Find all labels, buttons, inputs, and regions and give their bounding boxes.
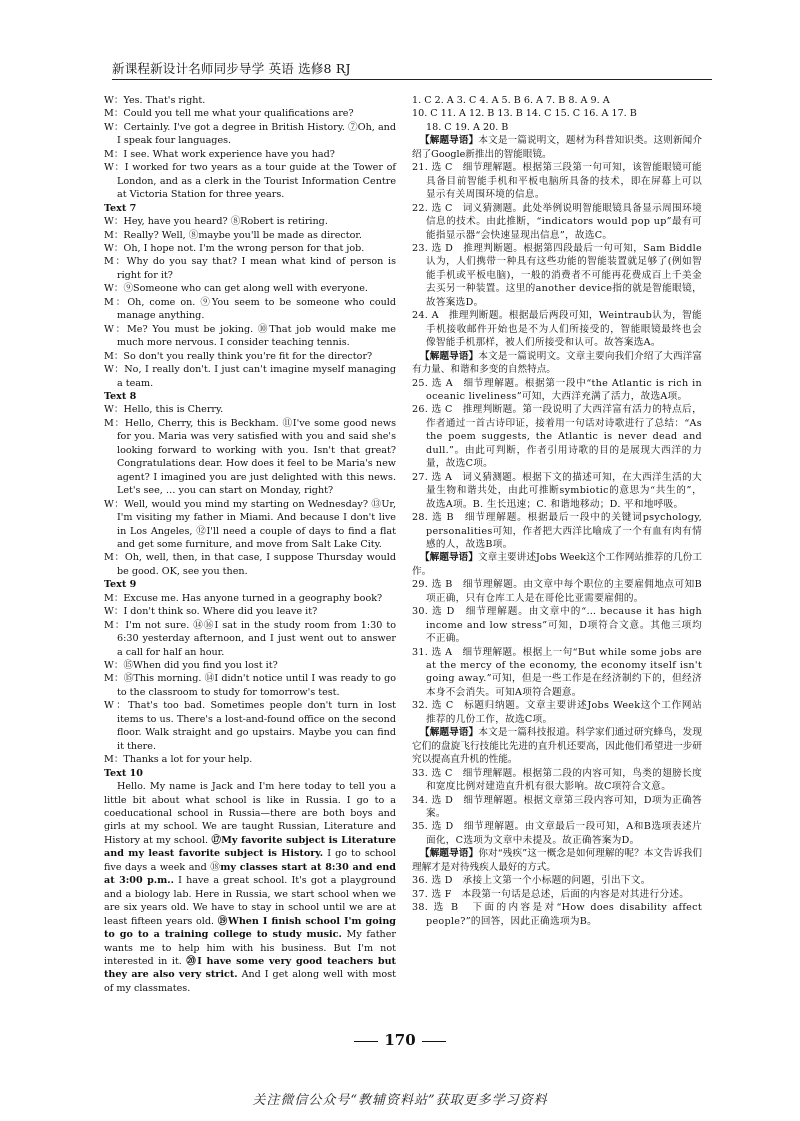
answer-explanation: 29. 选 B 细节理解题。由文章中每个职位的主要雇佣地点可知B项正确，只有仓库工人是在哥伦比亚需要雇佣的。 xyxy=(412,579,702,604)
guide-text: 本文是一篇说明文，题材为科普知识类。这则新闻介绍了Google新推出的智能眼镜。 xyxy=(412,135,703,160)
dialogue-line: M：Could you tell me what your qualifications are? xyxy=(104,108,354,120)
answer-explanation: 23. 选 D 推理判断题。根据第四段最后一句可知，Sam Biddle认为，人们携带一种具有这些功能的智能装置就足够了(例如智能手机或平板电脑)，一般的消费者不可能再花费成百上千美金去买另一种装置。这里的another device指的就是智能眼镜，故答案选D。 xyxy=(412,242,702,308)
guide-title: 【解题导语】 xyxy=(420,848,479,860)
answer-explanation: 25. 选 A 细节理解题。根据第一段中“the Atlantic is rich in oceanic liveliness”可知，大西洋充满了活力，故选A项。 xyxy=(412,377,702,402)
page-number-value: 170 xyxy=(384,1031,416,1049)
answer-explanation: 22. 选 C 词义猜测题。此处举例说明智能眼镜具备显示周围环境信息的技术。由此推断，“indicators would pop up”最有可能指显示器“会快速显现出信息”，故选C。 xyxy=(412,202,702,241)
page-number-dash-left xyxy=(354,1041,378,1042)
answer-explanation: 32. 选 C 标题归纳题。文章主要讲述Jobs Week这个工作网站推荐的几份工作，故选C项。 xyxy=(412,700,702,725)
dialogue-line: W：Oh, I hope not. I'm the wrong person for that job. xyxy=(104,242,365,254)
dialogue-line: W：No, I really don't. I just can't imagine myself managing a team. xyxy=(104,364,396,389)
dialogue-line: M：Really? Well, ⑧maybe you'll be made as director. xyxy=(104,229,362,241)
page-number-dash-right xyxy=(422,1041,446,1042)
guide-block xyxy=(412,350,702,377)
right-column xyxy=(412,94,702,928)
guide-title: 【解题导语】 xyxy=(420,552,478,564)
dialogue-line: W：Hey, have you heard? ⑧Robert is retiring. xyxy=(104,216,328,228)
guide-text: 本文是一篇科技报道。科学家们通过研究蜂鸟，发现它们的盘旋飞行技能比先进的直升机还要高，因此他们希望进一步研究以提高直升机的性能。 xyxy=(412,727,703,766)
book-title: 新课程新设计名师同步导学 英语 选修8 RJ xyxy=(112,61,351,76)
highlighted-sentence: ⑳I have some very good teachers but they are also very strict. xyxy=(104,956,396,981)
guide-text: 你对“残疾”这一概念是如何理解的呢？本文告诉我们理解才是对待残疾人最好的方式。 xyxy=(412,848,703,873)
monologue-text: And I get along well with most of my classmates. xyxy=(104,969,396,994)
dialogue-line: M：Excuse me. Has anyone turned in a geography book? xyxy=(104,592,383,604)
answer-explanation: 35. 选 D 细节理解题。由文章最后一段可知，A和B选项表述片面化，C选项为文章中未提及。故正确答案为D。 xyxy=(412,821,702,846)
answer-key-line: 10. C 11. A 12. B 13. B 14. C 15. C 16. A 17. B xyxy=(412,108,637,120)
guide-block xyxy=(412,134,702,161)
dialogue-line: M：Thanks a lot for your help. xyxy=(104,754,253,766)
dialogue-line: W：Yes. That's right. xyxy=(104,95,206,106)
answer-explanation: 28. 选 B 细节理解题。根据最后一段中的关键词psychology, personalities可知，作者把大西洋比喻成了一个有血有肉有情感的人，故选B项。 xyxy=(412,512,702,550)
header-rule xyxy=(112,79,712,80)
answer-explanation: 21. 选 C 细节理解题。根据第三段第一句可知，该智能眼镜可能具备目前智能手机和平板电脑所具备的技术，即在屏幕上可以显示有关周围环境的信息。 xyxy=(412,162,702,201)
dialogue-line: W：I worked for two years as a tour guide at the Tower of London, and as a clerk in the Tourist Information Centre at Victoria Station for three years. xyxy=(104,162,396,201)
dialogue-line: M：Hello, Cherry, this is Beckham. ⑪I've some good news for you. Maria was very satisfied with you and said she's looking forward to working with you. Isn't that great? Congratulations dear. How does it feel to be Maria's new agent? I imagined you are just delighted with this news. Let's see, … you can start on Monday, right? xyxy=(104,417,396,497)
guide-title: 【解题导语】 xyxy=(420,727,479,739)
guide-title: 【解题导语】 xyxy=(420,135,479,147)
answer-key-line: 1. C 2. A 3. C 4. A 5. B 6. A 7. B 8. A 9. A xyxy=(412,95,610,106)
text-heading: Text 7 xyxy=(104,202,137,214)
monologue-paragraph xyxy=(104,780,396,995)
guide-block xyxy=(412,551,702,578)
guide-text: 文章主要讲述Jobs Week这个工作网站推荐的几份工作。 xyxy=(412,552,703,577)
dialogue-line: W：⑨Someone who can get along well with everyone. xyxy=(104,283,368,295)
text-heading: Text 10 xyxy=(104,767,143,779)
dialogue-line: M：I'm not sure. ⑭⑯I sat in the study room from 1:30 to 6:30 yesterday afternoon, and I just went out to answer a call for half an hour. xyxy=(104,619,396,658)
answer-key-line: 18. C 19. A 20. B xyxy=(426,121,509,133)
dialogue-line: M：I see. What work experience have you had? xyxy=(104,148,335,160)
highlighted-sentence: ⑲When I finish school I'm going to go to a training college to study music. xyxy=(104,915,396,941)
dialogue-line: W：I don't think so. Where did you leave it? xyxy=(104,606,318,618)
answer-explanation: 27. 选 A 词义猜测题。根据下文的描述可知，在大西洋生活的大量生物和谐共处，由此可推断symbiotic的意思为“共生的”，故选A项。B. 生长迅速；C. 和谐地移动；D. 平和地呼吸。 xyxy=(412,471,702,510)
guide-title: 【解题导语】 xyxy=(420,350,479,362)
left-column xyxy=(104,94,396,995)
text-heading: Text 9 xyxy=(104,579,137,591)
answer-explanation: 37. 选 F 本段第一句话是总述，后面的内容是对其进行分述。 xyxy=(412,888,690,900)
guide-block xyxy=(412,847,702,874)
dialogue-line: M：Oh, come on. ⑨You seem to be someone who could manage anything. xyxy=(104,296,396,322)
monologue-text: I go to school five days a week and ⑱ xyxy=(104,848,396,873)
answer-explanation: 30. 选 D 细节理解题。由文章中的“… because it has high income and low stress”可知，D项符合文意。其他三项均不正确。 xyxy=(412,606,702,645)
monologue-text: Hello. My name is Jack and I'm here today to tell you a little bit about what school is like in Russia. I go to a coeducational school in Russia—there are both boys and girls at my school. We are taught Russian, Literature and History at my school. xyxy=(104,781,396,846)
guide-block xyxy=(412,726,702,766)
footer-note: 关注微信公众号“教辅资料站”获取更多学习资料 xyxy=(252,1093,548,1108)
page-number xyxy=(0,1031,800,1049)
answer-explanation: 34. 选 D 细节理解题。根据文章第三段内容可知，D项为正确答案。 xyxy=(412,794,702,820)
dialogue-line: W：Me? You must be joking. ⑩That job would make me much more nervous. I consider teaching tennis. xyxy=(104,323,396,349)
text-heading: Text 8 xyxy=(104,390,137,402)
answer-explanation: 38. 选 B 下面的内容是对“How does disability affect people?”的回答，因此正确选项为B。 xyxy=(412,902,702,927)
guide-text: 本文是一篇说明文。文章主要向我们介绍了大西洋富有力量、和谐和多变的自然特点。 xyxy=(412,350,703,376)
dialogue-line: W：⑮When did you find you lost it? xyxy=(104,660,278,672)
answer-explanation: 36. 选 D 承接上文第一个小标题的问题，引出下文。 xyxy=(412,875,651,887)
monologue-text: My father wants me to help him with his business. But I'm not interested in it. xyxy=(104,929,396,967)
page-header xyxy=(112,50,712,80)
monologue-text: I have a great school. It's got a playground and a biology lab. Here in Russia, we start school when we are six years old. We have to stay in school until we are at least fifteen years old. xyxy=(104,875,397,927)
answer-explanation: 33. 选 C 细节理解题。根据第二段的内容可知，鸟类的翅膀长度和宽度比例对建造直升机有很大影响。故C项符合文意。 xyxy=(412,767,702,793)
answer-explanation: 26. 选 C 推理判断题。第一段说明了大西洋富有活力的特点后，作者通过一首古诗印证，接着用一句话对诗歌进行了总结：“As the poem suggests, the Atlantic is never dead and dull.”。由此可判断，作者引用诗歌的目的是展现大西洋的力量，故选C项。 xyxy=(412,404,702,470)
dialogue-line: W：Certainly. I've got a degree in British History. ⑦Oh, and I speak four languages. xyxy=(104,121,396,147)
highlighted-sentence: ⑰My favorite subject is Literature and my least favorite subject is History. xyxy=(104,834,396,860)
answer-explanation: 24. A 推理判断题。根据最后两段可知，Weintraub认为，智能手机接收邮件开始也是不为人们所接受的，智能眼镜最终也会像智能手机那样，被人们所接受和认可。故答案选A。 xyxy=(412,310,702,349)
dialogue-line: M：Oh, well, then, in that case, I suppose Thursday would be good. OK, see you then. xyxy=(104,552,396,577)
dialogue-line: M：⑮This morning. ⑭I didn't notice until I was ready to go to the classroom to study for tomorrow's test. xyxy=(104,673,396,698)
dialogue-line: W：Hello, this is Cherry. xyxy=(104,404,224,416)
answer-explanation: 31. 选 A 细节理解题。根据上一句“But while some jobs are at the mercy of the economy, the economy itself isn't going away.”可知，但是一些工作是在经济制约下的，但经济本身不会消失。可知A项符合题意。 xyxy=(412,646,702,698)
dialogue-line: W：Well, would you mind my starting on Wednesday? ⑬Ur, I'm visiting my father in Miami. And because I don't live in Los Angeles, ⑫I'll need a couple of days to find a flat and get some furniture, and move from Salt Lake City. xyxy=(104,498,396,550)
highlighted-sentence: my classes start at 8:30 and end at 3:00 p.m.. xyxy=(104,861,396,887)
dialogue-line: M：Why do you say that? I mean what kind of person is right for it? xyxy=(104,256,396,281)
dialogue-line: M：So don't you really think you're fit for the director? xyxy=(104,350,373,362)
dialogue-line: W：That's too bad. Sometimes people don't turn in lost items to us. There's a lost-and-found office on the second floor. Walk straight and go upstairs. Maybe you can find it there. xyxy=(104,700,396,752)
